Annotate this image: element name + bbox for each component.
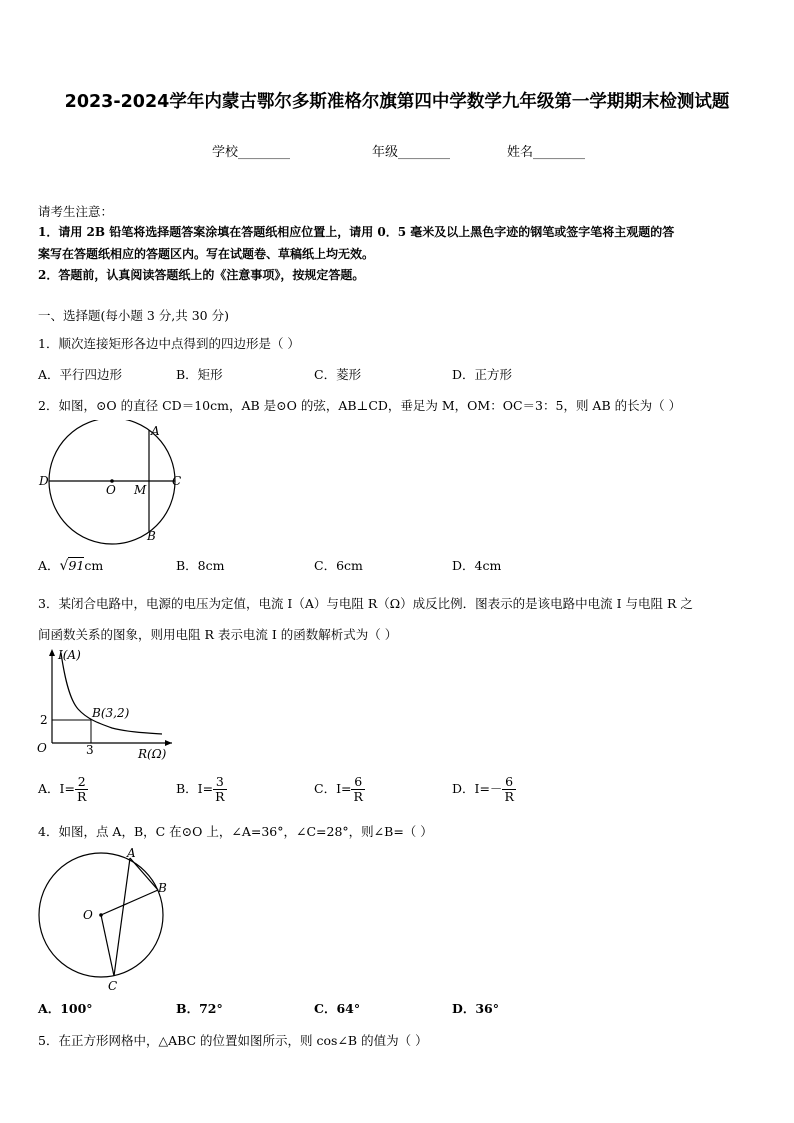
q3-stem-2: 间函数关系的图象，则用电阻 R 表示电流 I 的函数解析式为（ ） xyxy=(38,627,398,642)
q1-option-d: D．正方形 xyxy=(452,367,513,382)
q4-label-o: O xyxy=(83,908,93,922)
notice-heading: 请考生注意： xyxy=(38,204,114,219)
q1-option-c: C．菱形 xyxy=(314,367,362,382)
name-field: 姓名________ xyxy=(507,145,586,160)
q3-origin-label: O xyxy=(37,741,47,755)
notice-line-1: 1．请用 2B 铅笔将选择题答案涂填在答题纸相应位置上，请用 0．5 毫米及以上黑色字迹的钢笔或签字笔将主观题的答 xyxy=(38,225,675,239)
q2-label-m: M xyxy=(134,483,147,497)
q3-option-a-denominator: R xyxy=(76,789,87,804)
q3-option-c xyxy=(314,775,365,804)
q4-label-b: B xyxy=(158,881,167,895)
grade-field: 年级________ xyxy=(372,145,451,160)
school-field: 学校________ xyxy=(212,145,291,160)
q4-label-a: A xyxy=(127,846,136,860)
q3-option-a-numerator: 2 xyxy=(75,775,88,790)
q2-option-a-prefix: A． xyxy=(38,558,60,573)
q3-option-b xyxy=(176,775,227,804)
q3-option-a-prefix: A．I= xyxy=(38,781,75,796)
q3-option-c-fraction xyxy=(351,775,364,804)
q2-label-c: C xyxy=(172,474,182,488)
q3-option-d-prefix: D．I=－ xyxy=(452,781,503,796)
q4-option-d: D．36° xyxy=(452,1001,499,1016)
q3-point-label: B(3,2) xyxy=(92,706,130,720)
q2-option-c: C．6cm xyxy=(314,558,363,573)
q2-label-b: B xyxy=(147,529,156,543)
q2-option-d: D．4cm xyxy=(452,558,502,573)
q4-option-b: B．72° xyxy=(176,1001,223,1016)
notice-line-2: 2．答题前，认真阅读答题纸上的《注意事项》，按规定答题。 xyxy=(38,268,365,282)
q2-label-d: D xyxy=(39,474,49,488)
notice-line-1b: 案写在答题纸相应的答题区内。写在试题卷、草稿纸上均无效。 xyxy=(38,247,375,261)
q3-option-b-denominator: R xyxy=(215,789,225,804)
q3-tick-2: 2 xyxy=(40,713,48,727)
q2-label-a: A xyxy=(151,424,160,438)
q4-circle-figure xyxy=(34,845,174,995)
q4-option-c: C．64° xyxy=(314,1001,361,1016)
q3-stem-1: 3．某闭合电路中，电源的电压为定值，电流 I（A）与电阻 R（Ω）成反比例．图表示的是该电路中电流 I 与电阻 R 之 xyxy=(38,596,693,611)
q4-option-a: A．100° xyxy=(38,1001,93,1016)
q1-option-a: A．平行四边形 xyxy=(38,367,123,382)
sqrt-icon: √ xyxy=(59,558,69,574)
q2-option-a xyxy=(38,556,103,574)
page-title: 2023-2024学年内蒙古鄂尔多斯准格尔旗第四中学数学九年级第一学期期末检测试题 xyxy=(64,92,730,112)
q3-graph-figure xyxy=(32,645,177,767)
q3-tick-3: 3 xyxy=(86,743,94,757)
q3-option-c-prefix: C．I= xyxy=(314,781,352,796)
q2-option-a-radicand: 91 xyxy=(68,558,85,573)
q2-circle-figure xyxy=(36,420,196,545)
q3-option-d xyxy=(452,775,516,804)
q5-stem: 5．在正方形网格中，△ABC 的位置如图所示，则 cos∠B 的值为（ ） xyxy=(38,1033,428,1048)
q2-option-b: B．8cm xyxy=(176,558,225,573)
q3-option-b-prefix: B．I= xyxy=(176,781,214,796)
q3-option-d-fraction xyxy=(502,775,515,804)
q2-stem: 2．如图，⊙O 的直径 CD＝10cm，AB 是⊙O 的弦，AB⊥CD，垂足为 M，OM：OC＝3：5，则 AB 的长为（ ） xyxy=(38,398,682,413)
q1-stem: 1．顺次连接矩形各边中点得到的四边形是（ ） xyxy=(38,336,300,351)
q3-axis-label-x: R(Ω) xyxy=(138,747,167,761)
q3-option-c-denominator: R xyxy=(353,789,363,804)
q2-label-o: O xyxy=(106,483,116,497)
q2-option-a-unit: cm xyxy=(84,558,104,573)
q3-option-a xyxy=(38,775,88,804)
q3-option-b-numerator: 3 xyxy=(213,775,226,790)
q3-option-d-numerator: 6 xyxy=(502,775,515,790)
section-heading: 一、选择题(每小题 3 分,共 30 分) xyxy=(38,308,229,323)
q3-axis-label-y: I(A) xyxy=(58,648,81,662)
q4-label-c: C xyxy=(108,979,118,993)
q3-option-b-fraction xyxy=(213,775,226,804)
q4-stem: 4．如图，点 A，B，C 在⊙O 上，∠A=36°，∠C=28°，则∠B=（ ） xyxy=(38,824,433,839)
q3-option-c-numerator: 6 xyxy=(351,775,364,790)
q3-option-d-denominator: R xyxy=(504,789,514,804)
q1-option-b: B．矩形 xyxy=(176,367,223,382)
q3-option-a-fraction xyxy=(75,775,88,804)
